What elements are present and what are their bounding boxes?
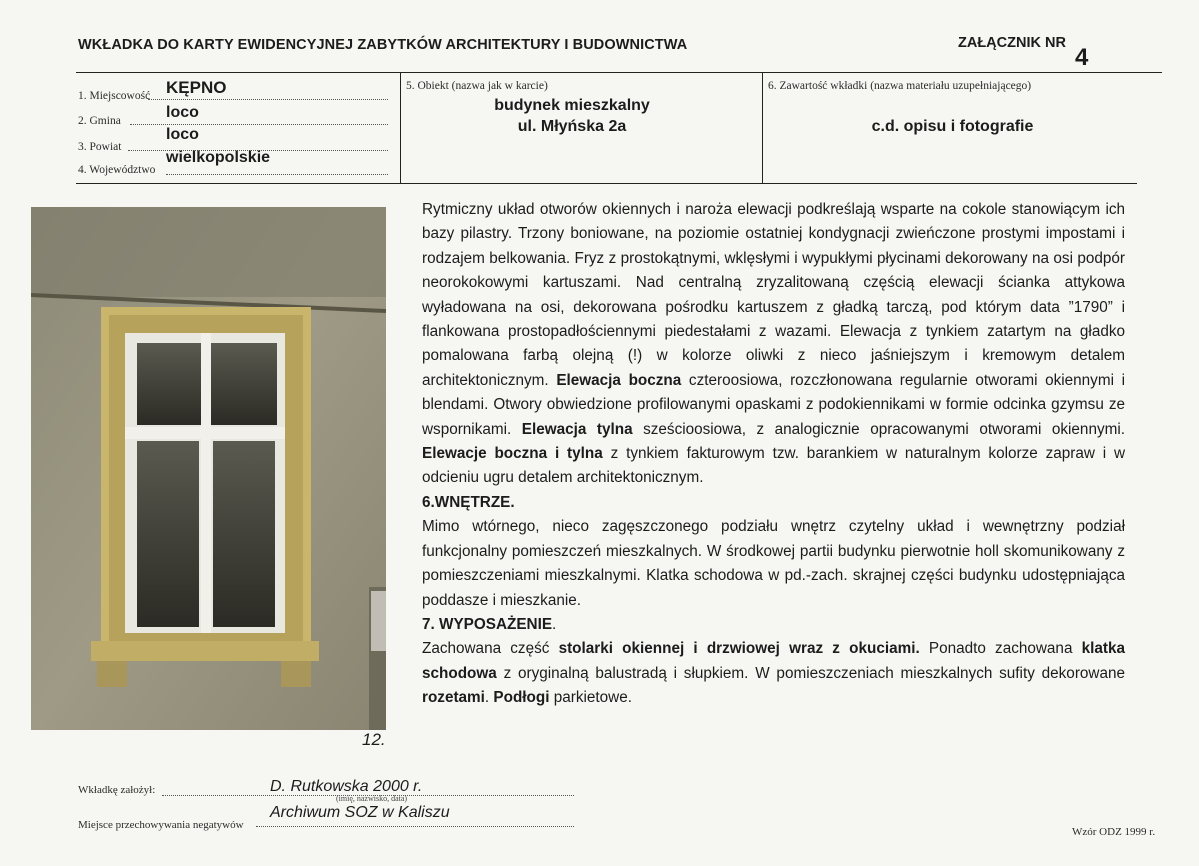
author-label: Wkładkę założył: <box>78 784 156 796</box>
text-span: . <box>484 689 494 707</box>
text-span: Ponadto zachowana <box>919 640 1082 658</box>
form-id: Wzór ODZ 1999 r. <box>1072 826 1156 838</box>
text-span: Rytmiczny układ otworów okiennych i naroża elewacji podkreślają wsparte na cokole stanowiącym ich bazy pilastry. Trzony boniowane, na poziomie ostatniej kondygnacji zwieńczone prostymi impostami i rodzajem belkowania. Fryz z prostokątnymi, wklęsłymi i wypukłymi płycinami dekorowany na osi podpór neorokokowymi kartuszami. Nad centralną zryzalitowaną częścią elewacji ścianka attykowa wyładowana na osi, dekorowana pośrodku kartuszem z gładką tarczą, pod którym data ”1790” i flankowana prostopadłościennymi piedestałami z wazami. Elewacja z tynkiem zatartym na gładko pomalowana farbą olejną (!) w kolorze oliwki z nieco jaśniejszym i kremowym detalem architektonicznym. <box>422 201 1125 389</box>
storage-value: Archiwum SOZ w Kaliszu <box>270 804 450 821</box>
storage-dots <box>256 826 574 827</box>
author-value: D. Rutkowska 2000 r. <box>270 778 423 795</box>
window-photo <box>31 207 386 730</box>
author-hint: (imię, nazwisko, data) <box>336 794 408 803</box>
gmina-label: 2. Gmina <box>78 115 121 127</box>
bold-span: Elewacje boczna i tylna <box>422 445 603 463</box>
description-text <box>422 198 1125 711</box>
form-title: WKŁADKA DO KARTY EWIDENCYJNEJ ZABYTKÓW ARCHITEKTURY I BUDOWNICTWA <box>78 37 688 53</box>
window-photo-image <box>31 207 386 730</box>
wojewodztwo-label: 4. Województwo <box>78 164 156 176</box>
powiat-label: 3. Powiat <box>78 141 122 153</box>
bold-span: stolarki okiennej i drzwiowej wraz z okuciami. <box>558 640 920 658</box>
annex-label: ZAŁĄCZNIK NR <box>958 35 1066 51</box>
text-span: parkietowe. <box>549 689 632 707</box>
miejscowosc-dots <box>148 99 388 100</box>
bold-span: Elewacja tylna <box>521 420 633 438</box>
header-bottom-rule <box>76 183 1137 184</box>
text-span: Zachowana część <box>422 640 559 658</box>
equipment-paragraph <box>422 637 1125 710</box>
wojewodztwo-dots <box>166 174 388 175</box>
column-divider-2 <box>762 72 763 183</box>
wojewodztwo-value: wielkopolskie <box>166 149 271 166</box>
section-heading-interior: 6.WNĘTRZE. <box>422 493 515 511</box>
bold-span: Elewacja boczna <box>556 371 682 389</box>
contents-label: 6. Zawartość wkładki (nazwa materiału uzupełniającego) <box>768 80 1032 92</box>
gmina-dots <box>130 124 388 125</box>
bold-span: rozetami <box>422 689 485 707</box>
heading-dot: . <box>552 615 557 633</box>
gmina-value: loco <box>166 104 199 121</box>
bold-span: Podłogi <box>493 689 550 707</box>
text-span: z tynkiem fakturowym tzw. barankiem w naturalnym kolorze zapraw i w odcieniu ugru detalem architektonicznym. <box>422 445 1125 487</box>
header-top-rule <box>76 72 1162 73</box>
text-span: sześcioosiowa, z analogicznie opracowanymi otworami okiennymi. <box>632 420 1125 438</box>
contents-value: c.d. opisu i fotografie <box>871 118 1034 135</box>
miejscowosc-value: KĘPNO <box>166 78 227 97</box>
object-name: budynek mieszkalny <box>494 97 650 114</box>
section-heading-equipment <box>422 613 1125 637</box>
text-span: z oryginalną balustradą i słupkiem. W pomieszczeniach mieszkalnych sufity dekorowane <box>496 664 1125 682</box>
text-span: czteroosiowa, rozczłonowana regularnie otworami okiennymi i blendami. Otwory obwiedzione profilowanymi opaskami z podokiennikami w formie odcinka gzymsu ze wspornikami. <box>422 371 1126 438</box>
storage-label: Miejsce przechowywania negatywów <box>78 819 244 831</box>
object-address: ul. Młyńska 2a <box>517 118 627 135</box>
photo-number: 12. <box>362 730 386 749</box>
annex-number: 4 <box>1075 44 1089 71</box>
miejscowosc-label: 1. Miejscowość <box>78 90 151 102</box>
object-label: 5. Obiekt (nazwa jak w karcie) <box>406 80 548 92</box>
heading-text: 7. WYPOSAŻENIE <box>422 615 553 633</box>
bold-span: klatka schodowa <box>422 640 1126 682</box>
powiat-value: loco <box>166 126 199 143</box>
interior-paragraph: Mimo wtórnego, nieco zagęszczonego podziału wnętrz czytelny układ i wewnętrzny podział funkcjonalny pomieszczeń mieszkalnych. W środkowej partii budynku pierwotnie holl skomunikowany z pomieszczeniami mieszkalnymi. Klatka schodowa w pd.-zach. skrajnej części budynku udostępniająca poddasze i mieszkanie. <box>422 518 1125 609</box>
column-divider-1 <box>400 72 401 183</box>
facade-paragraph <box>422 198 1125 491</box>
